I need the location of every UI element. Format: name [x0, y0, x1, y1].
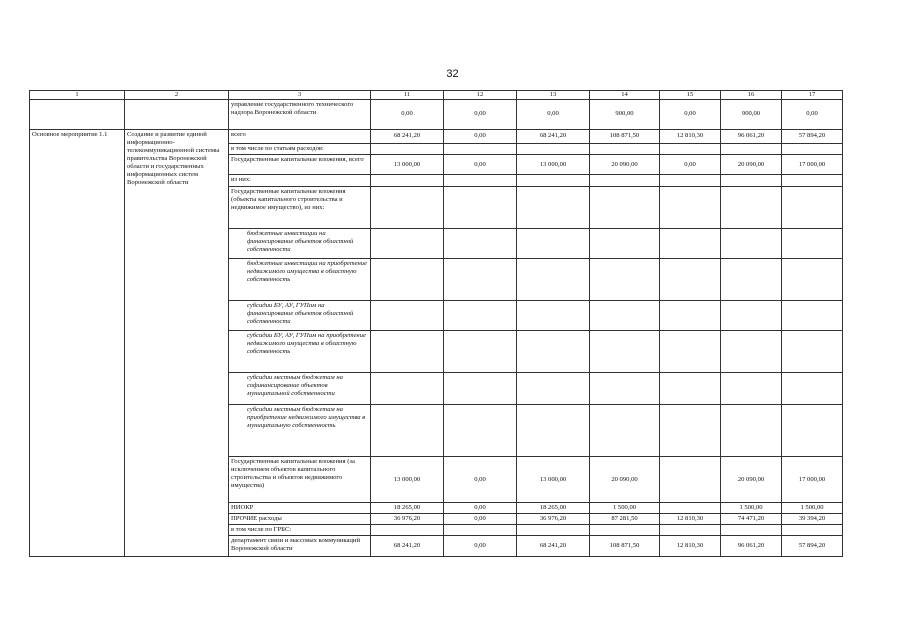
row-label-cell: субсидии местным бюджетам на приобретение недвижимого имущества в муниципальную собственность	[229, 405, 371, 457]
value-cell: 0,00	[444, 514, 517, 525]
activity-title-cell: Основное мероприятие 1.1	[30, 130, 125, 557]
row-label-cell: Государственные капитальные вложения, всего	[229, 155, 371, 175]
value-cell	[371, 405, 444, 457]
value-cell: 900,00	[590, 100, 660, 130]
value-cell	[660, 503, 721, 514]
value-cell	[444, 525, 517, 536]
value-cell: 0,00	[444, 155, 517, 175]
row-label-cell: бюджетные инвестиции на приобретение недвижимого имущества в областную собственность	[229, 259, 371, 301]
table-row	[30, 100, 843, 130]
value-cell	[444, 259, 517, 301]
value-cell: 0,00	[371, 100, 444, 130]
column-header: 3	[229, 91, 371, 100]
value-cell	[371, 525, 444, 536]
value-cell: 20 090,00	[590, 155, 660, 175]
value-cell	[371, 229, 444, 259]
value-cell: 13 000,00	[371, 457, 444, 503]
value-cell	[660, 301, 721, 331]
value-cell	[371, 187, 444, 229]
column-header: 14	[590, 91, 660, 100]
value-cell	[371, 259, 444, 301]
empty-cell	[30, 100, 125, 130]
value-cell: 13 000,00	[517, 457, 590, 503]
value-cell: 108 871,50	[590, 536, 660, 557]
value-cell	[782, 229, 843, 259]
value-cell	[444, 187, 517, 229]
value-cell	[782, 373, 843, 405]
value-cell	[371, 331, 444, 373]
value-cell: 13 000,00	[371, 155, 444, 175]
value-cell: 1 500,00	[721, 503, 782, 514]
value-cell: 18 265,00	[371, 503, 444, 514]
column-header: 17	[782, 91, 843, 100]
value-cell: 74 471,20	[721, 514, 782, 525]
value-cell: 12 810,30	[660, 130, 721, 144]
value-cell: 36 976,20	[371, 514, 444, 525]
budget-table	[29, 90, 843, 557]
value-cell	[721, 144, 782, 155]
value-cell	[721, 525, 782, 536]
value-cell: 57 894,20	[782, 130, 843, 144]
value-cell: 1 500,00	[590, 503, 660, 514]
value-cell	[660, 373, 721, 405]
column-header-row	[30, 91, 843, 100]
value-cell	[517, 301, 590, 331]
value-cell: 39 394,20	[782, 514, 843, 525]
value-cell	[782, 187, 843, 229]
value-cell	[721, 187, 782, 229]
value-cell	[782, 259, 843, 301]
value-cell	[782, 301, 843, 331]
column-header: 16	[721, 91, 782, 100]
value-cell	[590, 373, 660, 405]
value-cell	[660, 175, 721, 187]
row-label-cell: всего	[229, 130, 371, 144]
column-header: 1	[30, 91, 125, 100]
value-cell	[590, 229, 660, 259]
row-label-cell: бюджетные инвестиции на финансирование объектов областной собственности	[229, 229, 371, 259]
value-cell	[782, 525, 843, 536]
activity-description-cell: Создание и развитие единой информационно-телекоммуникационной системы правительства Воронежской области и государственных информационных систем Воронежской области	[125, 130, 229, 557]
empty-cell	[125, 100, 229, 130]
row-label-cell: субсидии БУ, АУ, ГУПам на финансирование объектов областной собственности	[229, 301, 371, 331]
column-header: 13	[517, 91, 590, 100]
value-cell	[517, 405, 590, 457]
value-cell	[660, 331, 721, 373]
column-header: 15	[660, 91, 721, 100]
value-cell	[444, 301, 517, 331]
value-cell	[517, 525, 590, 536]
value-cell: 68 241,20	[517, 130, 590, 144]
value-cell: 0,00	[444, 457, 517, 503]
value-cell	[517, 229, 590, 259]
value-cell: 68 241,20	[371, 536, 444, 557]
value-cell	[444, 373, 517, 405]
value-cell	[444, 331, 517, 373]
value-cell	[371, 144, 444, 155]
value-cell	[590, 187, 660, 229]
value-cell: 87 281,50	[590, 514, 660, 525]
row-label-cell: в том числе по ГРБС:	[229, 525, 371, 536]
row-label-cell: ПРОЧИЕ расходы	[229, 514, 371, 525]
row-label-cell: Государственные капитальные вложения (объекты капитального строительства и недвижимое имущество), из них:	[229, 187, 371, 229]
value-cell	[660, 187, 721, 229]
value-cell	[721, 331, 782, 373]
value-cell	[371, 301, 444, 331]
value-cell	[721, 259, 782, 301]
value-cell	[721, 175, 782, 187]
value-cell: 0,00	[517, 100, 590, 130]
value-cell: 12 810,30	[660, 536, 721, 557]
value-cell	[371, 373, 444, 405]
column-header: 12	[444, 91, 517, 100]
value-cell	[517, 187, 590, 229]
value-cell: 12 810,30	[660, 514, 721, 525]
value-cell	[660, 229, 721, 259]
value-cell	[660, 457, 721, 503]
value-cell: 18 265,00	[517, 503, 590, 514]
value-cell: 96 061,20	[721, 130, 782, 144]
row-label-cell: НИОКР	[229, 503, 371, 514]
value-cell	[721, 301, 782, 331]
value-cell	[444, 144, 517, 155]
value-cell	[660, 144, 721, 155]
value-cell	[782, 175, 843, 187]
value-cell	[590, 331, 660, 373]
row-label-cell: в том числе по статьям расходов:	[229, 144, 371, 155]
value-cell: 0,00	[444, 100, 517, 130]
value-cell: 0,00	[444, 130, 517, 144]
value-cell	[444, 175, 517, 187]
value-cell: 17 000,00	[782, 457, 843, 503]
value-cell: 0,00	[444, 503, 517, 514]
row-label-cell: субсидии местным бюджетам на софинансирование объектов муниципальной собственности	[229, 373, 371, 405]
value-cell	[517, 373, 590, 405]
value-cell	[660, 259, 721, 301]
value-cell: 17 000,00	[782, 155, 843, 175]
value-cell: 20 090,00	[721, 155, 782, 175]
value-cell	[590, 525, 660, 536]
value-cell: 68 241,20	[371, 130, 444, 144]
row-label-cell: субсидии БУ, АУ, ГУПам на приобретение недвижимого имущества в областную собственность	[229, 331, 371, 373]
value-cell	[371, 175, 444, 187]
column-header: 11	[371, 91, 444, 100]
value-cell	[517, 144, 590, 155]
value-cell	[590, 175, 660, 187]
value-cell: 96 061,20	[721, 536, 782, 557]
value-cell: 20 090,00	[721, 457, 782, 503]
page-number: 32	[446, 68, 459, 80]
column-header: 2	[125, 91, 229, 100]
value-cell: 900,00	[721, 100, 782, 130]
value-cell: 13 000,00	[517, 155, 590, 175]
value-cell	[782, 405, 843, 457]
row-label-cell: Государственные капитальные вложения (за исключением объектов капитального строительства и объектов недвижимого имущества)	[229, 457, 371, 503]
value-cell: 108 871,50	[590, 130, 660, 144]
value-cell	[444, 229, 517, 259]
value-cell	[590, 259, 660, 301]
value-cell: 0,00	[782, 100, 843, 130]
value-cell: 20 090,00	[590, 457, 660, 503]
value-cell	[590, 301, 660, 331]
value-cell	[444, 405, 517, 457]
row-label-cell: управление государственного технического надзора Воронежской области	[229, 100, 371, 130]
value-cell	[590, 405, 660, 457]
value-cell: 1 500,00	[782, 503, 843, 514]
row-label-cell: департамент связи и массовых коммуникаций Воронежской области	[229, 536, 371, 557]
value-cell	[590, 144, 660, 155]
value-cell	[660, 525, 721, 536]
table-row	[30, 130, 843, 144]
value-cell: 68 241,20	[517, 536, 590, 557]
value-cell	[660, 405, 721, 457]
value-cell	[721, 229, 782, 259]
value-cell: 36 976,20	[517, 514, 590, 525]
value-cell	[517, 175, 590, 187]
value-cell	[517, 259, 590, 301]
value-cell	[517, 331, 590, 373]
value-cell	[782, 144, 843, 155]
row-label-cell: из них:	[229, 175, 371, 187]
value-cell	[782, 331, 843, 373]
value-cell: 0,00	[660, 100, 721, 130]
value-cell: 57 894,20	[782, 536, 843, 557]
value-cell	[721, 373, 782, 405]
value-cell: 0,00	[660, 155, 721, 175]
value-cell	[721, 405, 782, 457]
value-cell: 0,00	[444, 536, 517, 557]
